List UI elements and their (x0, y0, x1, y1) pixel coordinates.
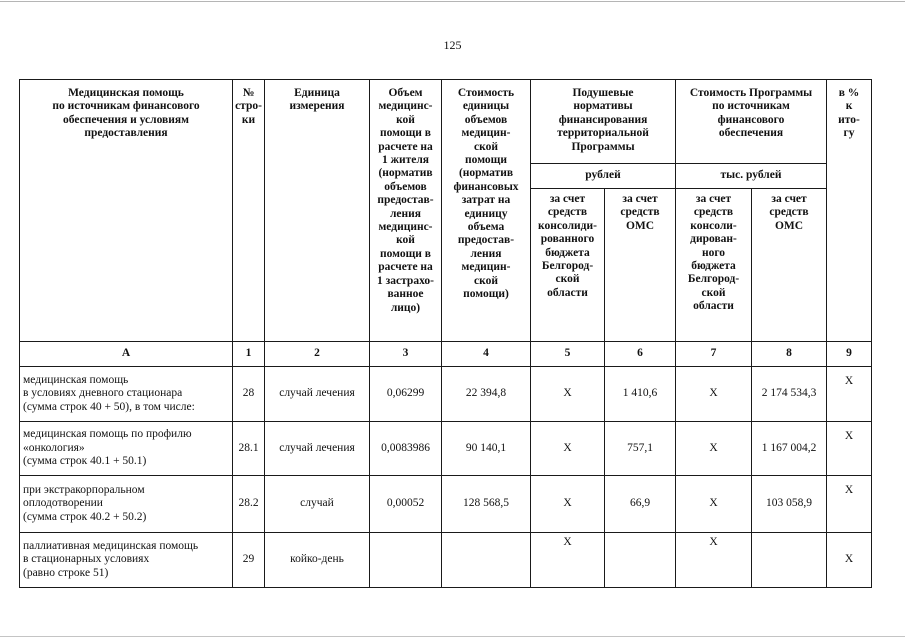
row-volume: 0,06299 (370, 367, 442, 422)
column-number: 5 (531, 342, 605, 367)
row-col-7: Х (676, 422, 752, 476)
row-unit: случай лечения (265, 367, 370, 422)
row-col-6: 66,9 (605, 476, 676, 533)
top-scan-edge (0, 1, 905, 2)
header-col-2: Единица измерения (265, 80, 370, 342)
row-col-5: Х (531, 476, 605, 533)
table-row (20, 367, 872, 422)
financing-table (19, 79, 872, 588)
column-number: 6 (605, 342, 676, 367)
row-col-5: Х (531, 533, 605, 588)
header-col-1: № стро- ки (233, 80, 265, 342)
column-number: А (20, 342, 233, 367)
row-volume (370, 533, 442, 588)
row-line-number: 28 (233, 367, 265, 422)
row-col-5: Х (531, 367, 605, 422)
row-unit: случай лечения (265, 422, 370, 476)
row-col-6: 1 410,6 (605, 367, 676, 422)
row-col-6 (605, 533, 676, 588)
row-col-8: 1 167 004,2 (752, 422, 827, 476)
column-number: 7 (676, 342, 752, 367)
row-volume: 0,0083986 (370, 422, 442, 476)
row-description: паллиативная медицинская помощь в стационарных условиях (равно строке 51) (20, 533, 233, 588)
row-col-8: 2 174 534,3 (752, 367, 827, 422)
row-cost (442, 533, 531, 588)
row-description: медицинская помощь по профилю «онкология» (сумма строк 40.1 + 50.1) (20, 422, 233, 476)
table-row (20, 533, 872, 588)
header-col-4: Стоимость единицы объемов медицин- ской помощи (норматив финансовых затрат на единицу объема предостав- ления медицин- ской помощи) (442, 80, 531, 342)
column-number: 9 (827, 342, 872, 367)
row-col-9: Х (827, 533, 872, 588)
row-col-8: 103 058,9 (752, 476, 827, 533)
table-row (20, 422, 872, 476)
page-number: 125 (443, 38, 462, 52)
bottom-scan-edge (0, 636, 905, 637)
header-unit-rubles: рублей (531, 164, 676, 189)
header-group-per-capita: Подушевые нормативы финансирования территориальной Программы (531, 80, 676, 164)
header-col-3: Объем медицинс- кой помощи в расчете на 1 жителя (норматив объемов предостав- ления медицинс- кой помощи в расчете на 1 застрахо- ванное лицо) (370, 80, 442, 342)
row-col-9: Х (827, 422, 872, 476)
column-number: 3 (370, 342, 442, 367)
row-line-number: 28.2 (233, 476, 265, 533)
row-col-7: Х (676, 476, 752, 533)
row-line-number: 29 (233, 533, 265, 588)
header-row-1 (20, 80, 872, 164)
header-col-8: за счет средств ОМС (752, 189, 827, 342)
column-number: 2 (265, 342, 370, 367)
column-number: 4 (442, 342, 531, 367)
row-cost: 90 140,1 (442, 422, 531, 476)
row-col-7: Х (676, 533, 752, 588)
header-col-a: Медицинская помощь по источникам финансового обеспечения и условиям предоставления (20, 80, 233, 342)
row-unit: койко-день (265, 533, 370, 588)
column-number: 8 (752, 342, 827, 367)
header-unit-thousand-rubles: тыс. рублей (676, 164, 827, 189)
header-col-9: в % к ито- гу (827, 80, 872, 342)
row-unit: случай (265, 476, 370, 533)
row-col-5: Х (531, 422, 605, 476)
row-col-9: Х (827, 476, 872, 533)
row-col-7: Х (676, 367, 752, 422)
row-volume: 0,00052 (370, 476, 442, 533)
row-col-8 (752, 533, 827, 588)
row-description: при экстракорпоральном оплодотворении (сумма строк 40.2 + 50.2) (20, 476, 233, 533)
row-line-number: 28.1 (233, 422, 265, 476)
header-col-6: за счет средств ОМС (605, 189, 676, 342)
header-col-7: за счет средств консоли- дирован- ного бюджета Белгород- ской области (676, 189, 752, 342)
header-group-program-cost: Стоимость Программы по источникам финансового обеспечения (676, 80, 827, 164)
row-description: медицинская помощь в условиях дневного стационара (сумма строк 40 + 50), в том числе: (20, 367, 233, 422)
header-col-5: за счет средств консолиди- рованного бюджета Белгород- ской области (531, 189, 605, 342)
row-col-9: Х (827, 367, 872, 422)
row-cost: 128 568,5 (442, 476, 531, 533)
column-number-row (20, 342, 872, 367)
row-cost: 22 394,8 (442, 367, 531, 422)
table-row (20, 476, 872, 533)
column-number: 1 (233, 342, 265, 367)
row-col-6: 757,1 (605, 422, 676, 476)
